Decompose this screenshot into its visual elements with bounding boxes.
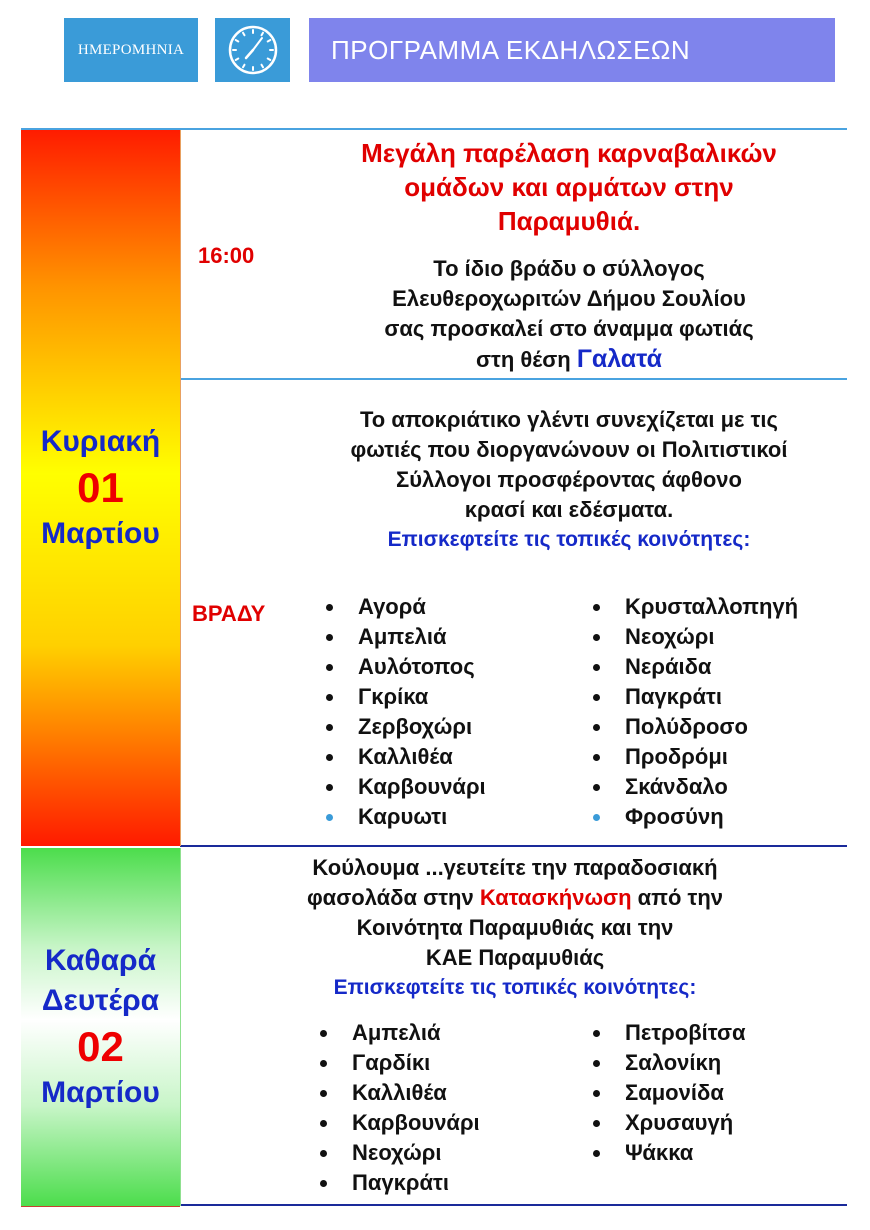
village-item: Σκάνδαλο — [590, 772, 798, 802]
event1-desc-line: Ελευθεροχωριτών Δήμου Σουλίου — [392, 286, 746, 311]
event1-desc-line: Το ίδιο βράδυ ο σύλλογος — [433, 256, 705, 281]
village-item: Καρβουνάρι — [317, 1108, 480, 1138]
day2-desc-line2 — [200, 883, 830, 913]
village-item: Παγκράτι — [590, 682, 798, 712]
village-item: Ψάκκα — [590, 1138, 746, 1168]
day2-place: Κατασκήνωση — [479, 885, 632, 910]
day1-column — [21, 130, 180, 846]
village-item: Νεοχώρι — [590, 622, 798, 652]
village-item: Καρβουνάρι — [323, 772, 486, 802]
village-item: Αμπελιά — [317, 1018, 480, 1048]
village-item: Παγκράτι — [317, 1168, 480, 1198]
day2-name-line2: Δευτέρα — [41, 984, 160, 1017]
village-item: Προδρόμι — [590, 742, 798, 772]
event1-desc-prefix: στη θέση — [475, 347, 577, 372]
event1-place: Γαλατά — [576, 345, 663, 373]
village-item: Κρυσταλλοπηγή — [590, 592, 798, 622]
event1-title-line: ομάδων και αρμάτων στην — [404, 172, 734, 202]
village-item: Αμπελιά — [323, 622, 486, 652]
program-title: ΠΡΟΓΡΑΜΜΑ ΕΚΔΗΛΩΣΕΩΝ — [331, 34, 691, 65]
program-title-box — [309, 18, 835, 82]
event1-description — [300, 254, 838, 375]
event1-desc-last-line — [300, 344, 838, 375]
schedule-bottom-line — [180, 1204, 847, 1206]
day2-desc-suffix: από την — [631, 885, 724, 910]
village-item: Καρυωτι — [323, 802, 486, 832]
day2-name-line1: Καθαρά — [44, 944, 157, 977]
village-item: Καλλιθέα — [323, 742, 486, 772]
day1-number: 01 — [77, 464, 124, 511]
divider-day1-day2 — [180, 845, 847, 847]
event1-time: 16:00 — [198, 243, 255, 268]
village-item: Νεοχώρι — [317, 1138, 480, 1168]
day2-column-edge — [180, 848, 181, 1206]
village-item: Ζερβοχώρι — [323, 712, 486, 742]
day2-desc-line: Κούλουμα ...γευτείτε την παραδοσιακή — [312, 855, 718, 880]
event2-desc-line: Σύλλογοι προσφέροντας άφθονο — [396, 467, 742, 492]
day1-column-edge — [180, 130, 181, 846]
village-item: Γαρδίκι — [317, 1048, 480, 1078]
village-item: Γκρίκα — [323, 682, 486, 712]
village-item: Νεράιδα — [590, 652, 798, 682]
day1-name: Κυριακή — [40, 425, 161, 458]
village-item: Αγορά — [323, 592, 486, 622]
village-item: Καλλιθέα — [317, 1078, 480, 1108]
day2-villages-left — [317, 1018, 480, 1198]
village-item: Σαλονίκη — [590, 1048, 746, 1078]
event2-desc-line: Το αποκριάτικο γλέντι συνεχίζεται με τις — [360, 407, 778, 432]
village-item: Σαμονίδα — [590, 1078, 746, 1108]
divider-day1-events — [180, 378, 847, 380]
day2-desc-line: Κοινότητα Παραμυθιάς και την — [356, 915, 674, 940]
village-item: Πετροβίτσα — [590, 1018, 746, 1048]
event1-title — [300, 136, 838, 238]
day2-column — [21, 848, 180, 1206]
day2-number: 02 — [77, 1023, 124, 1070]
day2-event-description — [200, 853, 830, 1003]
day2-desc-prefix: φασολάδα στην — [306, 885, 480, 910]
day2-month: Μαρτίου — [41, 1076, 160, 1109]
event1-title-line: Παραμυθιά. — [497, 206, 641, 236]
village-item: Χρυσαυγή — [590, 1108, 746, 1138]
event2-time: ΒΡΑΔΥ — [192, 601, 266, 626]
day1-villages-right — [590, 592, 798, 832]
day2-desc-line: ΚΑΕ Παραμυθιάς — [425, 945, 605, 970]
village-item: Αυλότοπος — [323, 652, 486, 682]
date-label: ΗΜΕΡΟΜΗΝΙΑ — [77, 41, 185, 58]
event2-description — [300, 405, 838, 555]
clock-icon — [226, 23, 280, 77]
day1-month: Μαρτίου — [41, 517, 160, 550]
village-item: Πολύδροσο — [590, 712, 798, 742]
date-header-box — [64, 18, 198, 82]
event2-desc-line: φωτιές που διοργανώνουν οι Πολιτιστικοί — [350, 437, 788, 462]
event1-desc-line: σας προσκαλεί στο άναμμα φωτιάς — [384, 316, 754, 341]
event2-visit-prompt: Επισκεφτείτε τις τοπικές κοινότητες: — [387, 528, 751, 551]
event1-title-line: Μεγάλη παρέλαση καρναβαλικών — [361, 138, 777, 168]
village-item: Φροσύνη — [590, 802, 798, 832]
clock-header-box — [215, 18, 290, 82]
event2-desc-line: κρασί και εδέσματα. — [464, 497, 674, 522]
day1-villages-left — [323, 592, 486, 832]
day2-villages-right — [590, 1018, 746, 1168]
day2-visit-prompt: Επισκεφτείτε τις τοπικές κοινότητες: — [333, 976, 697, 999]
